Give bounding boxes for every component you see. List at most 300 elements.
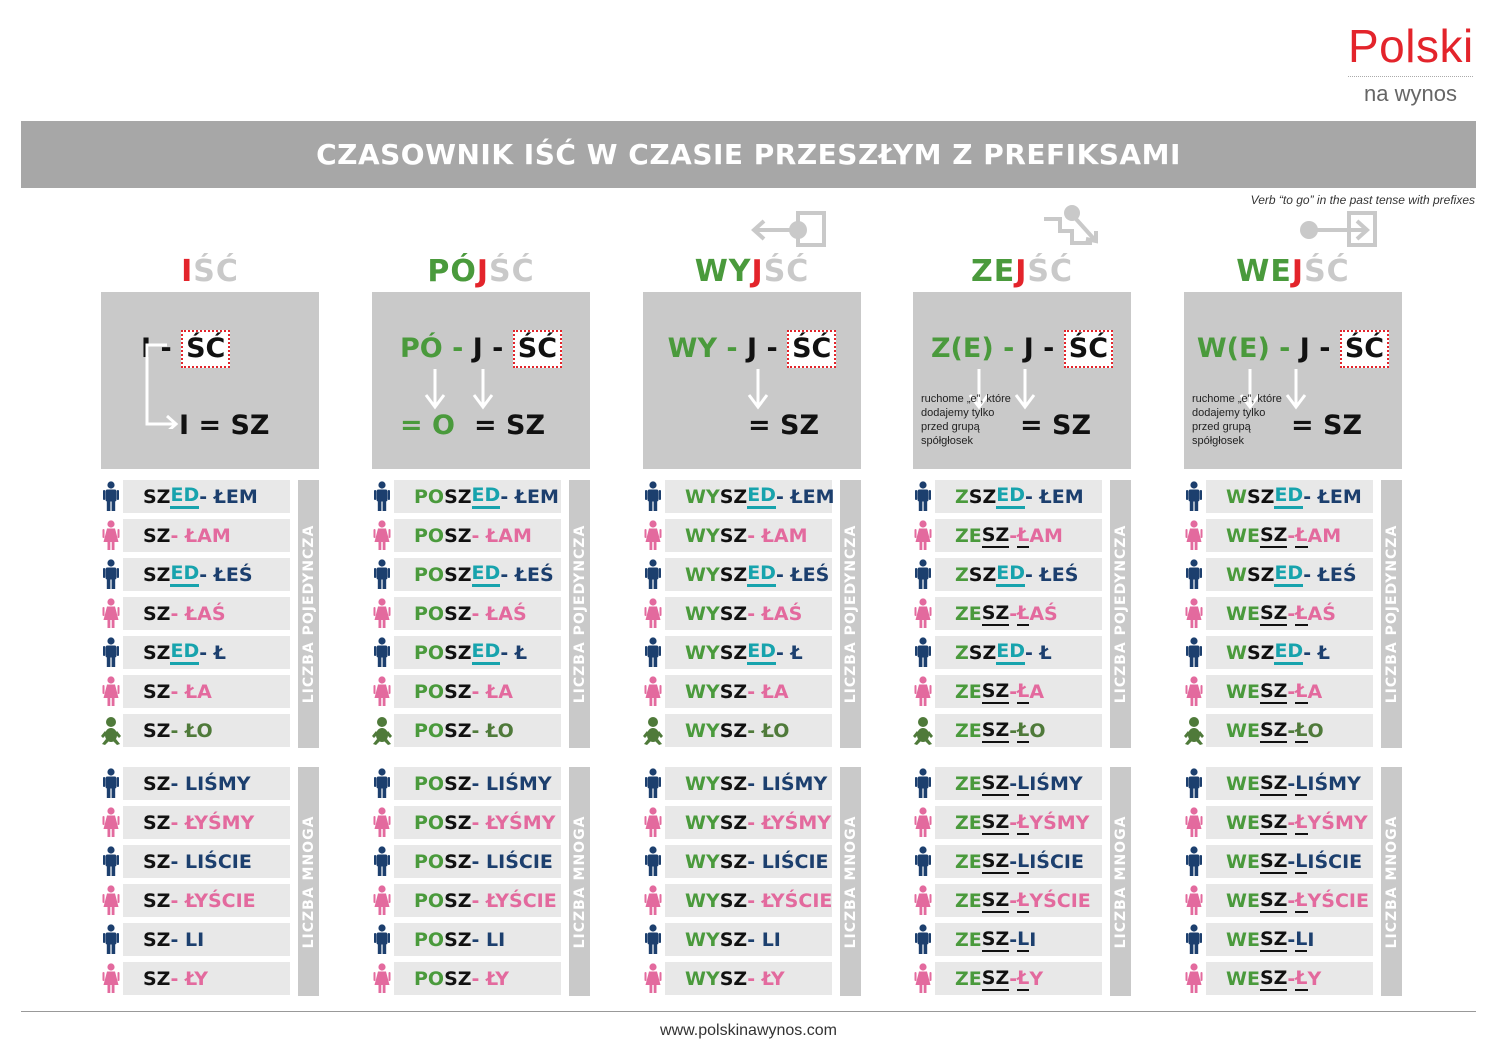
man-icon: [372, 923, 392, 956]
formula-part: -: [482, 333, 513, 364]
form-segment: SZ: [143, 889, 171, 912]
man-icon: [372, 558, 392, 591]
form-segment: SZ: [719, 641, 748, 664]
conjugation-column: [101, 0, 401, 1000]
form-segment: WE: [1226, 602, 1260, 625]
plural-form-row: [394, 767, 561, 800]
form-segment: SZ: [981, 810, 1010, 833]
form-segment: ED: [472, 562, 501, 587]
form-segment: - ŁAŚ: [170, 602, 226, 625]
formula-part: WY -: [667, 333, 747, 364]
form-segment: Ł: [1295, 718, 1308, 741]
form-segment: SZ: [981, 771, 1010, 794]
singular-label: LICZBA POJEDYNCZA: [300, 524, 317, 704]
form-segment: - Ł: [1303, 641, 1330, 664]
form-segment: SZ: [981, 888, 1010, 911]
form-segment: SZ: [719, 563, 748, 586]
form-segment: IŚMY: [1307, 772, 1361, 795]
arrow-down-icon: [746, 367, 770, 411]
plural-form-row: [1206, 806, 1373, 839]
form-segment: - ŁYŚCIE: [170, 889, 256, 912]
form-segment: ZE: [955, 850, 982, 873]
form-segment: SZ: [1259, 679, 1288, 702]
form-segment: WY: [685, 811, 720, 834]
form-segment: SZ: [444, 889, 472, 912]
formula: [913, 330, 1131, 368]
singular-label: LICZBA POJEDYNCZA: [1112, 524, 1129, 704]
result: [179, 410, 270, 441]
form-segment: - ŁEM: [775, 485, 835, 508]
form-segment: ED: [170, 484, 199, 509]
moving-e-note: [921, 392, 1021, 448]
form-segment: ZE: [955, 524, 982, 547]
form-segment: SZ: [143, 928, 171, 951]
man-icon: [1184, 558, 1204, 591]
form-segment: - LI: [747, 928, 781, 951]
singular-form-row: [665, 519, 832, 552]
form-segment: - ŁAŚ: [471, 602, 527, 625]
form-segment: -: [1009, 680, 1018, 703]
sc-box: ŚĆ: [513, 330, 562, 368]
form-segment: WE: [1226, 889, 1260, 912]
singular-label: LICZBA POJEDYNCZA: [571, 524, 588, 704]
singular-form-row: [935, 480, 1102, 513]
formula-part: -: [1033, 333, 1064, 364]
sc-box: ŚĆ: [181, 330, 230, 368]
form-segment: SZ: [143, 602, 171, 625]
form-segment: ZE: [955, 680, 982, 703]
man-icon: [643, 558, 663, 591]
form-segment: ED: [472, 484, 501, 509]
form-segment: Ł: [1017, 966, 1030, 989]
form-segment: ED: [170, 562, 199, 587]
baby-icon: [643, 714, 663, 747]
form-segment: - ŁO: [471, 719, 514, 742]
form-segment: WY: [685, 850, 720, 873]
form-segment: Ł: [1017, 718, 1030, 741]
verb-part: J: [1015, 254, 1028, 289]
man-icon: [913, 845, 933, 878]
man-icon: [643, 923, 663, 956]
form-segment: -: [1287, 811, 1296, 834]
form-segment: -: [1287, 524, 1296, 547]
form-segment: SZ: [444, 967, 472, 990]
form-segment: - LIŚMY: [747, 772, 828, 795]
form-segment: PO: [414, 850, 445, 873]
woman-icon: [101, 597, 121, 630]
man-icon: [101, 558, 121, 591]
formula-part: W(E) -: [1196, 333, 1300, 364]
plural-label: LICZBA MNOGA: [1112, 815, 1129, 948]
form-segment: - ŁEM: [1303, 485, 1362, 508]
form-segment: PO: [414, 811, 445, 834]
plural-form-row: [123, 806, 290, 839]
singular-form-row: [1206, 597, 1373, 630]
result: [1291, 410, 1362, 441]
form-segment: - ŁEM: [199, 485, 258, 508]
form-segment: SZ: [981, 679, 1010, 702]
form-segment: - Ł: [500, 641, 528, 664]
form-segment: Z: [955, 641, 969, 664]
verb-part: PÓ: [427, 254, 477, 289]
verb-part: ŚĆ: [489, 254, 535, 289]
woman-icon: [372, 962, 392, 995]
woman-icon: [372, 597, 392, 630]
singular-form-row: [665, 480, 835, 513]
plural-label: LICZBA MNOGA: [571, 815, 588, 948]
form-segment: SZ: [1259, 771, 1288, 794]
form-segment: AM: [1307, 524, 1342, 547]
form-segment: WY: [685, 719, 720, 742]
man-icon: [913, 923, 933, 956]
plural-label-bar: [1381, 767, 1402, 996]
plural-label: LICZBA MNOGA: [300, 815, 317, 948]
plural-form-row: [123, 923, 290, 956]
form-segment: SZ: [968, 485, 997, 508]
form-segment: IŚCIE: [1029, 850, 1084, 873]
man-icon: [1184, 636, 1204, 669]
singular-form-row: [123, 558, 290, 591]
plural-label: LICZBA MNOGA: [1383, 815, 1400, 948]
form-segment: SZ: [444, 641, 472, 664]
plural-form-row: [1206, 767, 1373, 800]
man-icon: [913, 558, 933, 591]
form-segment: - LI: [471, 928, 506, 951]
form-segment: WY: [685, 563, 720, 586]
form-segment: WY: [685, 602, 720, 625]
arrow-down-icon: [423, 367, 447, 411]
form-segment: SZ: [1259, 966, 1288, 989]
man-icon: [101, 767, 121, 800]
formula-part: J: [747, 333, 758, 364]
verb-part: J: [1291, 254, 1305, 289]
form-segment: ZE: [955, 719, 982, 742]
form-segment: PO: [414, 641, 445, 664]
formula-box: [372, 292, 590, 469]
singular-label: LICZBA POJEDYNCZA: [1383, 524, 1400, 704]
form-segment: - ŁYŚMY: [170, 811, 255, 834]
man-icon: [1184, 767, 1204, 800]
singular-form-row: [394, 597, 561, 630]
formula-box: [101, 292, 319, 469]
form-segment: - ŁA: [471, 680, 513, 703]
form-segment: SZ: [143, 811, 171, 834]
man-icon: [372, 480, 392, 513]
form-segment: - LIŚMY: [170, 772, 251, 795]
woman-icon: [101, 884, 121, 917]
form-segment: -: [1009, 602, 1018, 625]
form-segment: Ł: [1295, 601, 1308, 624]
form-segment: - LIŚMY: [471, 772, 552, 795]
verb-part: J: [751, 254, 764, 289]
form-segment: SZ: [143, 641, 171, 664]
logo-main: Polski: [1348, 20, 1474, 72]
form-segment: WE: [1226, 928, 1260, 951]
form-segment: - ŁYŚMY: [471, 811, 556, 834]
form-segment: - ŁEŚ: [199, 563, 253, 586]
verb-part: ŚĆ: [193, 254, 239, 289]
plural-form-row: [935, 962, 1102, 995]
form-segment: SZ: [444, 928, 472, 951]
form-segment: SZ: [719, 485, 748, 508]
form-segment: WY: [685, 928, 720, 951]
woman-icon: [1184, 806, 1204, 839]
form-segment: - ŁA: [170, 680, 212, 703]
singular-form-row: [935, 558, 1102, 591]
form-segment: L: [1017, 927, 1030, 950]
verb-part: I: [181, 254, 194, 289]
form-segment: WY: [685, 967, 720, 990]
form-segment: - ŁO: [170, 719, 213, 742]
result-text: = SZ: [748, 410, 820, 441]
woman-icon: [1184, 884, 1204, 917]
form-segment: SZ: [719, 524, 748, 547]
plural-form-row: [665, 962, 832, 995]
singular-form-row: [123, 519, 290, 552]
footer-divider: [21, 1011, 1476, 1012]
man-icon: [101, 923, 121, 956]
plural-form-row: [665, 923, 832, 956]
form-segment: -: [1009, 850, 1018, 873]
plural-form-row: [935, 923, 1102, 956]
form-segment: -: [1009, 889, 1018, 912]
verb-part: ZE: [970, 254, 1016, 289]
singular-form-row: [665, 675, 832, 708]
woman-icon: [913, 962, 933, 995]
form-segment: O: [1029, 719, 1046, 742]
form-segment: YŚCIE: [1307, 889, 1369, 912]
form-segment: W: [1226, 485, 1247, 508]
form-segment: SZ: [719, 850, 748, 873]
form-segment: Z: [955, 485, 969, 508]
singular-form-row: [665, 636, 832, 669]
form-segment: SZ: [981, 966, 1010, 989]
form-segment: SZ: [719, 967, 748, 990]
form-segment: SZ: [444, 485, 472, 508]
form-segment: - ŁY: [471, 967, 510, 990]
plural-form-row: [1206, 962, 1373, 995]
singular-form-row: [935, 597, 1102, 630]
formula: [1184, 330, 1402, 368]
singular-form-row: [1206, 675, 1373, 708]
form-segment: - ŁYŚCIE: [747, 889, 833, 912]
formula: [643, 330, 861, 368]
singular-label-bar: [1110, 480, 1131, 748]
form-segment: -: [1287, 719, 1296, 742]
singular-form-row: [935, 675, 1102, 708]
form-segment: Ł: [1017, 601, 1030, 624]
form-segment: L: [1295, 849, 1308, 872]
form-segment: SZ: [143, 719, 171, 742]
woman-icon: [913, 884, 933, 917]
formula-box: [1184, 292, 1402, 469]
form-segment: Ł: [1295, 810, 1308, 833]
singular-form-row: [123, 597, 290, 630]
form-segment: YŚMY: [1029, 811, 1090, 834]
form-segment: -: [1287, 889, 1296, 912]
form-segment: AŚ: [1307, 602, 1336, 625]
form-segment: SZ: [444, 772, 472, 795]
form-segment: ED: [996, 484, 1025, 509]
singular-label: LICZBA POJEDYNCZA: [842, 524, 859, 704]
woman-icon: [101, 519, 121, 552]
formula-part: -: [151, 333, 182, 364]
form-segment: L: [1295, 771, 1308, 794]
conjugation-column: [643, 0, 943, 1000]
woman-icon: [913, 597, 933, 630]
plural-form-row: [665, 845, 832, 878]
form-segment: ZE: [955, 928, 982, 951]
form-segment: -: [1009, 811, 1018, 834]
man-icon: [1184, 845, 1204, 878]
form-segment: SZ: [444, 563, 472, 586]
verb-part: WY: [694, 254, 752, 289]
singular-form-row: [665, 597, 832, 630]
form-segment: - ŁYŚMY: [747, 811, 832, 834]
form-segment: -: [1287, 850, 1296, 873]
baby-icon: [101, 714, 121, 747]
form-segment: ZE: [955, 967, 982, 990]
form-segment: IŚCIE: [1307, 850, 1363, 873]
baby-icon: [372, 714, 392, 747]
footer-url: www.polskinawynos.com: [660, 1022, 837, 1039]
form-segment: WY: [685, 641, 720, 664]
form-segment: A: [1029, 680, 1045, 703]
man-icon: [643, 636, 663, 669]
form-segment: W: [1226, 563, 1247, 586]
result: [474, 410, 545, 441]
singular-form-row: [394, 480, 561, 513]
form-segment: SZ: [981, 849, 1010, 872]
plural-form-row: [935, 845, 1102, 878]
form-segment: Y: [1029, 967, 1044, 990]
form-segment: Ł: [1295, 679, 1308, 702]
singular-form-row: [123, 636, 290, 669]
plural-form-row: [1206, 923, 1373, 956]
form-segment: - ŁAM: [471, 524, 532, 547]
form-segment: I: [1307, 928, 1315, 951]
form-segment: ED: [170, 640, 199, 665]
form-segment: SZ: [1259, 601, 1288, 624]
form-segment: SZ: [444, 680, 472, 703]
man-icon: [1184, 480, 1204, 513]
formula-part: J: [472, 333, 483, 364]
form-segment: PO: [414, 563, 445, 586]
conjugation-column: [913, 0, 1213, 1000]
form-segment: ED: [747, 562, 776, 587]
page-title: CZASOWNIK IŚĆ W CZASIE PRZESZŁYM Z PREFIKSAMI: [316, 138, 1181, 171]
plural-form-row: [394, 884, 561, 917]
note-text: ruchome „e”, które dodajemy tylko przed grupą spółgłosek: [1192, 393, 1282, 447]
singular-form-row: [1206, 558, 1373, 591]
enter-door-icon: [1287, 205, 1399, 255]
form-segment: ZE: [955, 811, 982, 834]
singular-form-row: [394, 519, 561, 552]
plural-form-row: [665, 767, 832, 800]
form-segment: SZ: [1246, 485, 1275, 508]
woman-icon: [1184, 597, 1204, 630]
woman-icon: [643, 962, 663, 995]
form-segment: -: [1009, 772, 1018, 795]
form-segment: WE: [1226, 719, 1260, 742]
form-segment: - ŁAŚ: [747, 602, 803, 625]
form-segment: WE: [1226, 967, 1260, 990]
form-segment: I: [1029, 928, 1037, 951]
form-segment: SZ: [981, 523, 1010, 546]
man-icon: [101, 845, 121, 878]
subtitle: Verb “to go” in the past tense with prefixes: [1250, 193, 1475, 207]
form-segment: SZ: [143, 772, 171, 795]
form-segment: Ł: [1295, 523, 1308, 546]
woman-icon: [372, 519, 392, 552]
form-segment: SZ: [981, 927, 1010, 950]
form-segment: - LIŚCIE: [170, 850, 252, 873]
exit-door-icon: [746, 205, 858, 255]
form-segment: SZ: [444, 602, 472, 625]
form-segment: ED: [747, 484, 776, 509]
form-segment: SZ: [1246, 641, 1275, 664]
moving-e-note: [1192, 392, 1292, 448]
form-segment: ED: [996, 562, 1025, 587]
form-segment: SZ: [981, 718, 1010, 741]
plural-form-row: [123, 962, 290, 995]
verb-heading: [1133, 254, 1453, 289]
plural-form-row: [394, 806, 561, 839]
woman-icon: [101, 962, 121, 995]
form-segment: WE: [1226, 850, 1260, 873]
plural-form-row: [935, 884, 1102, 917]
form-segment: SZ: [719, 680, 748, 703]
form-segment: PO: [414, 928, 445, 951]
form-segment: PO: [414, 772, 445, 795]
result-text: I = SZ: [179, 410, 270, 441]
result-text: = SZ: [474, 410, 546, 441]
form-segment: A: [1307, 680, 1323, 703]
form-segment: Ł: [1295, 888, 1308, 911]
formula-part: -: [757, 333, 788, 364]
form-segment: WE: [1226, 811, 1260, 834]
form-segment: - ŁEM: [500, 485, 559, 508]
formula-part: J: [1299, 333, 1310, 364]
plural-form-row: [123, 884, 290, 917]
man-icon: [101, 480, 121, 513]
singular-label-bar: [1381, 480, 1402, 748]
man-icon: [101, 636, 121, 669]
woman-icon: [913, 675, 933, 708]
form-segment: ED: [1274, 640, 1303, 665]
plural-label: LICZBA MNOGA: [842, 815, 859, 948]
woman-icon: [643, 675, 663, 708]
woman-icon: [643, 597, 663, 630]
singular-form-row: [394, 558, 561, 591]
woman-icon: [1184, 675, 1204, 708]
form-segment: SZ: [981, 601, 1010, 624]
plural-label-bar: [840, 767, 861, 996]
formula: [372, 330, 590, 368]
singular-form-row: [1206, 519, 1373, 552]
woman-icon: [913, 519, 933, 552]
form-segment: YŚCIE: [1029, 889, 1091, 912]
singular-form-row: [394, 636, 561, 669]
form-segment: SZ: [1259, 849, 1288, 872]
result-text: = SZ: [1291, 410, 1363, 441]
singular-form-row: [935, 714, 1102, 747]
arrow-down-icon: [471, 367, 495, 411]
form-segment: L: [1295, 927, 1308, 950]
form-segment: -: [1287, 602, 1296, 625]
form-segment: PO: [414, 680, 445, 703]
plural-form-row: [394, 845, 561, 878]
